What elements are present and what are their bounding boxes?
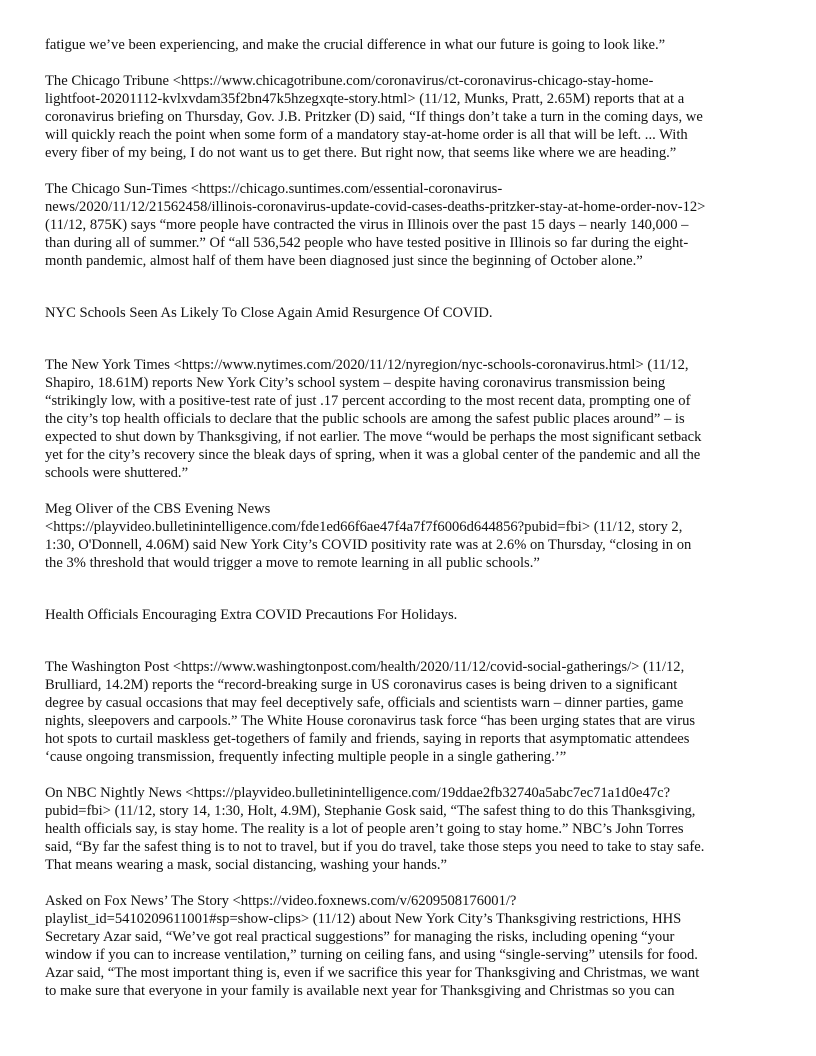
- section-heading-nyc-schools: NYC Schools Seen As Likely To Close Again Amid Resurgence Of COVID.: [45, 305, 493, 321]
- section-heading-block-nyc-schools: [45, 288, 775, 356]
- paragraph-new-york-times: The New York Times <https://www.nytimes.com/2020/11/12/nyregion/nyc-schools-coronavirus.html> (11/12, Shapiro, 18.61M) reports New York City’s school system – despite having coronavirus transmission being “strikingly low, with a positive-test rate of just .17 percent according to the most recent data, prompting one of the city’s top health officials to declare that the public schools are among the safest public places around” – is expected to shut down by Thanksgiving, if not earlier. The move “would be perhaps the most significant setback yet for the city’s recovery since the bleak days of spring, when it was a global center of the pandemic and all the schools were shuttered.”: [45, 357, 702, 481]
- section-heading-health-officials: Health Officials Encouraging Extra COVID Precautions For Holidays.: [45, 607, 458, 623]
- document-page: [45, 36, 775, 1018]
- paragraph-chicago-tribune: The Chicago Tribune <https://www.chicagotribune.com/coronavirus/ct-coronavirus-chicago-stay-home- lightfoot-20201112-kvlxvdam35f2bn47k5hzegxqte-story.html> (11/12, Munks, Pratt, 2.65M) reports that at a coronavirus briefing on Thursday, Gov. J.B. Pritzker (D) said, “If things don’t take a turn in the coming days, we will quickly reach the point when some form of a mandatory stay-at-home order is all that will be left. ... With every fiber of my being, I do not want us to get there. But right now, that seems like where we are heading.”: [45, 73, 703, 161]
- paragraph-fox-news: Asked on Fox News’ The Story <https://video.foxnews.com/v/6209508176001/? playlist_id=5410209611001#sp=show-clips> (11/12) about New York City’s Thanksgiving restrictions, HHS Secretary Azar said, “We’ve got real practical suggestions” for managing the risks, including opening “your window if you can to increase ventilation,” turning on ceiling fans, and using “single-serving” utensils for food. Azar said, “The most important thing is, even if we sacrifice this year for Thanksgiving and Christmas, we want to make sure that everyone in your family is available next year for Thanksgiving and Christmas so you can: [45, 893, 700, 999]
- paragraph-cbs-evening-news: Meg Oliver of the CBS Evening News <https://playvideo.bulletinintelligence.com/fde1ed66f6ae47f4a7f7f6006d644856?pubid=fbi> (11/12, story 2, 1:30, O'Donnell, 4.06M) said New York City’s COVID positivity rate was at 2.6% on Thursday, “closing in on the 3% threshold that would trigger a move to remote learning in all public schools.”: [45, 501, 692, 571]
- paragraph-chicago-sun-times: The Chicago Sun-Times <https://chicago.suntimes.com/essential-coronavirus- news/2020/11/12/21562458/illinois-coronavirus-update-covid-cases-deaths-pritzker-stay-at-home-order-nov-12> (11/12, 875K) says “more people have contracted the virus in Illinois over the past 15 days – nearly 140,000 – than during all of summer.” Of “all 536,542 people who have tested positive in Illinois so far during the eight- month pandemic, almost half of them have been diagnosed just since the beginning of October alone.”: [45, 181, 706, 269]
- section-heading-block-health-officials: [45, 590, 775, 658]
- paragraph-nbc-nightly-news: On NBC Nightly News <https://playvideo.bulletinintelligence.com/19ddae2fb32740a5abc7ec71a1d0e47c? pubid=fbi> (11/12, story 14, 1:30, Holt, 4.9M), Stephanie Gosk said, “The safest thing to do this Thanksgiving, health officials say, is stay home. The reality is a lot of people aren’t going to stay home.” NBC’s John Torres said, “By far the safest thing is to not to travel, but if you do travel, take those steps you need to take to stay safe. That means wearing a mask, social distancing, washing your hands.”: [45, 785, 705, 873]
- paragraph-washington-post: The Washington Post <https://www.washingtonpost.com/health/2020/11/12/covid-social-gatherings/> (11/12, Brulliard, 14.2M) reports the “record-breaking surge in US coronavirus cases is being driven to a significant degree by casual occasions that may feel deceptively safe, officials and scientists warn – dinner parties, game nights, sleepovers and carpools.” The White House coronavirus task force “has been urging states that are virus hot spots to curtail maskless get-togethers of family and friends, saying in reports that asymptomatic attendees ‘cause ongoing transmission, frequently infecting multiple people in a single gathering.’”: [45, 659, 696, 765]
- paragraph-fatigue-quote: fatigue we’ve been experiencing, and make the crucial difference in what our future is going to look like.”: [45, 37, 666, 53]
